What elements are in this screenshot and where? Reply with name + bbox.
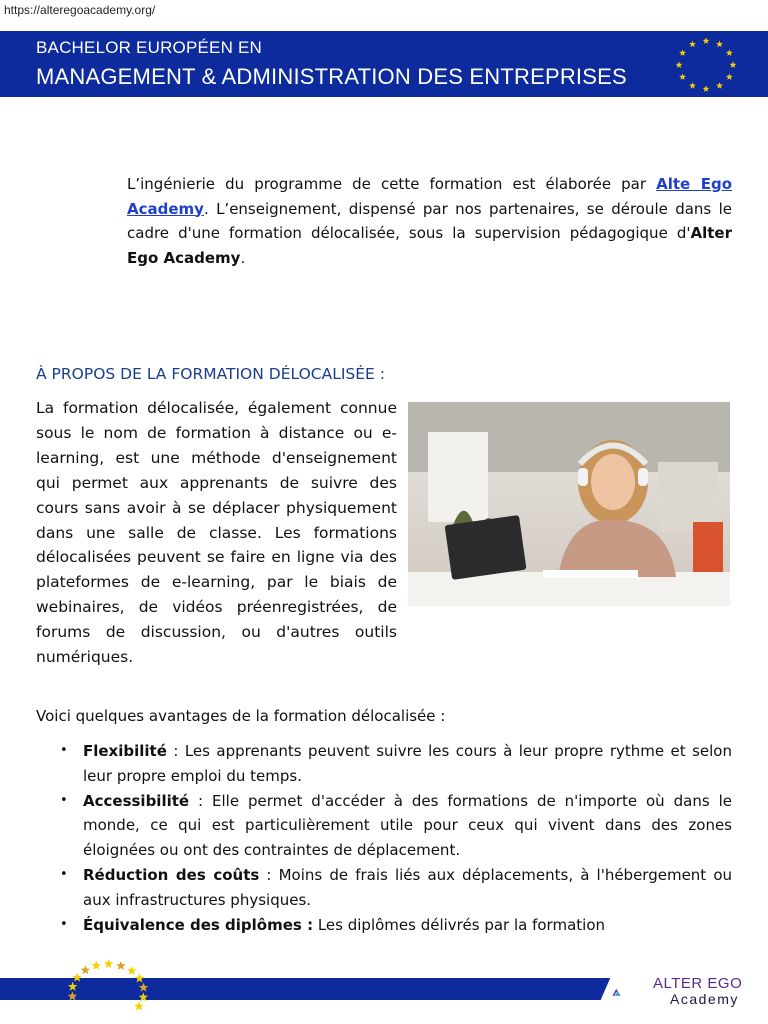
logo-line2: Academy bbox=[670, 991, 739, 1007]
advantage-term: Réduction des coûts bbox=[83, 865, 260, 884]
bullet-icon: • bbox=[60, 916, 68, 932]
student-photo bbox=[408, 402, 730, 606]
advantage-term: Flexibilité bbox=[83, 742, 167, 760]
eu-star-icon bbox=[716, 82, 723, 89]
eu-star-icon bbox=[689, 82, 696, 89]
footer-star-icon bbox=[72, 973, 82, 982]
eu-star-icon bbox=[730, 61, 737, 68]
advantage-text: : Elle permet d'accéder à des formations de n'importe où dans le monde, ce qui est particulièrement utile pour ceux qui vivent dans des zones éloignées ou ont des contraintes de déplacement. bbox=[83, 791, 732, 860]
advantage-term: Équivalence des diplômes : bbox=[83, 915, 314, 934]
eu-star-icon bbox=[716, 41, 723, 48]
footer-star-icon bbox=[134, 1001, 144, 1010]
footer-star-icon bbox=[81, 965, 91, 974]
page-url: https://alteregoacademy.org/ bbox=[4, 3, 156, 17]
intro-text-before: L’ingénierie du programme de cette formation est élaborée par bbox=[127, 175, 657, 193]
footer-star-icon bbox=[92, 961, 102, 970]
footer-star-icon bbox=[139, 983, 149, 992]
footer-star-icon bbox=[127, 966, 137, 975]
intro-paragraph bbox=[127, 172, 732, 270]
section-paragraph: La formation délocalisée, également connue sous le nom de formation à distance ou e-learning, est une méthode d'enseignement qui permet aux apprenants de suivre des cours sans avoir à se déplacer physiquement dans une salle de classe. Les formations délocalisées peuvent se faire en ligne via des plateformes de e-learning, par le biais de webinaires, de vidéos préenregistrées, de forums de discussion, ou d'autres outils numériques. bbox=[36, 399, 397, 667]
bullet-icon: • bbox=[60, 866, 68, 882]
footer-star-icon bbox=[135, 973, 145, 982]
footer-star-icon bbox=[68, 982, 78, 991]
advantages-list bbox=[60, 739, 732, 937]
alter-ego-logo-icon bbox=[612, 974, 652, 1010]
eu-star-icon bbox=[679, 49, 686, 56]
advantage-text: : Les apprenants peuvent suivre les cours à leur propre rythme et selon leur propre emploi du temps. bbox=[83, 742, 732, 785]
academy-name: Alter Ego Academy bbox=[127, 224, 732, 267]
list-item bbox=[60, 863, 732, 913]
eu-star-icon bbox=[689, 41, 696, 48]
student-photo-illustration bbox=[408, 402, 730, 606]
intro-text-after: . bbox=[240, 248, 246, 267]
advantage-term: Accessibilité bbox=[83, 791, 190, 810]
list-item bbox=[60, 913, 732, 938]
eu-star-icon bbox=[703, 85, 710, 92]
academy-link[interactable]: Alte Ego Academy bbox=[127, 175, 733, 218]
advantages-intro: Voici quelques avantages de la formation délocalisée : bbox=[36, 707, 446, 725]
header-banner bbox=[0, 31, 768, 97]
eu-star-icon bbox=[726, 49, 733, 56]
eu-stars-icon bbox=[670, 35, 742, 95]
footer-star-icon bbox=[116, 961, 126, 970]
section-title: À PROPOS DE LA FORMATION DÉLOCALISÉE : bbox=[36, 365, 385, 383]
footer-stars-icon bbox=[62, 952, 152, 1022]
logo-line1: ALTER EGO bbox=[653, 975, 743, 992]
advantage-text: : Moins de frais liés aux déplacements, à l'hébergement ou aux infrastructures physiques. bbox=[83, 865, 733, 909]
banner-title-line1: BACHELOR EUROPÉEN EN bbox=[36, 38, 262, 57]
intro-text-middle: . L’enseignement, dispensé par nos partenaires, se déroule dans le cadre d'une formation délocalisée, sous la supervision pédagogique d' bbox=[127, 199, 732, 242]
bullet-icon: • bbox=[60, 743, 68, 758]
eu-star-icon bbox=[726, 73, 733, 80]
banner-title-line2: MANAGEMENT & ADMINISTRATION DES ENTREPRISES bbox=[36, 64, 627, 89]
bullet-icon: • bbox=[60, 792, 68, 808]
footer-star-icon bbox=[139, 992, 149, 1001]
eu-star-icon bbox=[703, 37, 710, 44]
footer-star-icon bbox=[104, 959, 114, 968]
list-item bbox=[60, 789, 732, 863]
eu-star-icon bbox=[676, 61, 683, 68]
list-item bbox=[60, 739, 732, 789]
advantage-text: Les diplômes délivrés par la formation bbox=[313, 915, 605, 934]
footer-star-icon bbox=[68, 991, 78, 1000]
eu-star-icon bbox=[679, 73, 686, 80]
